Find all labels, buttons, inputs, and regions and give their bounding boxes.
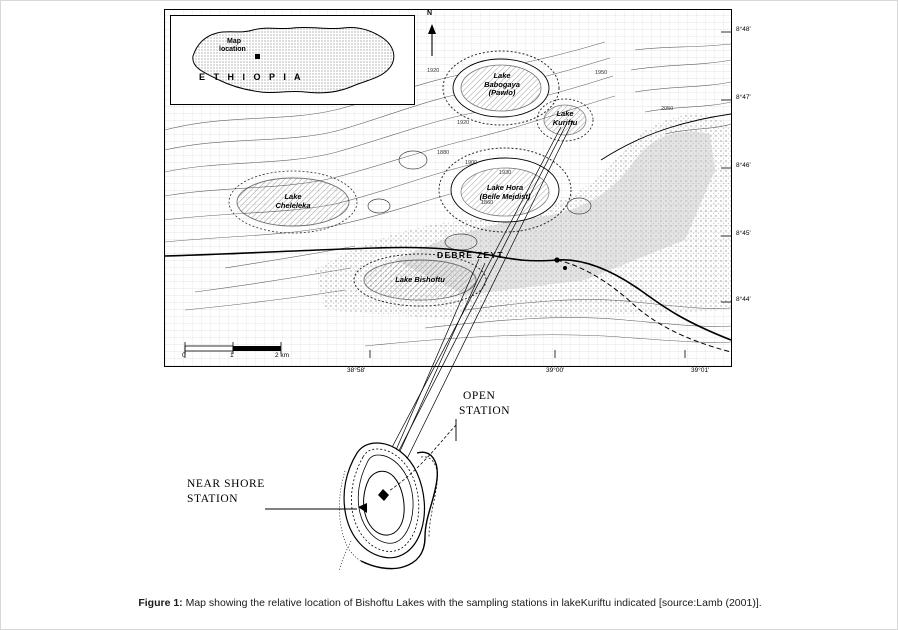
inset-title-line1: Map [227, 38, 241, 45]
caption-text: Map showing the relative location of Bishoftu Lakes with the sampling stations in lakeKuriftu indicated [source:Lamb (2001)]. [182, 597, 762, 609]
contour-label-6: 2050 [661, 106, 674, 112]
lat-label-2: 8°46' [736, 162, 751, 169]
lat-label-3: 8°45' [736, 230, 751, 237]
callout-vector-layer [1, 1, 898, 586]
town-label-debre-zeyt: DEBRE ZEYT [437, 250, 504, 260]
open-station-line1: OPEN [463, 390, 496, 402]
contour-label-0: 1920 [457, 120, 470, 126]
lat-label-1: 8°47' [736, 94, 751, 101]
lon-label-2: 39°01' [691, 367, 710, 374]
lake-label-kuriftu: Lake Kuriftu [552, 109, 578, 127]
lon-label-1: 39°00' [546, 367, 565, 374]
caption-label: Figure 1: [138, 597, 183, 609]
open-station-line2: STATION [459, 405, 511, 417]
contour-label-5: 1950 [595, 70, 608, 76]
lake-label-babogaya: Lake Babogaya (Pawlo) [484, 71, 520, 97]
contour-label-3: 1860 [481, 200, 494, 206]
near-shore-station-label [187, 477, 265, 507]
contour-label-4: 1900 [465, 160, 478, 166]
inset-title-line2: location [219, 46, 246, 53]
near-shore-line1: NEAR SHORE [187, 478, 265, 490]
contour-label-1: 1880 [437, 150, 450, 156]
lat-label-4: 8°44' [736, 296, 751, 303]
near-shore-line2: STATION [187, 493, 239, 505]
scale-tick-1: 1 [230, 352, 234, 359]
lon-label-0: 38°58' [347, 367, 366, 374]
lat-label-0: 8°48' [736, 26, 751, 33]
lake-label-hora: Lake Hora (Belle Mejdist) [479, 183, 531, 201]
scale-tick-2: 2 km [275, 352, 290, 359]
contour-label-2: 1930 [499, 170, 512, 176]
scale-tick-0: 0 [182, 352, 186, 359]
inset-country-label: E T H I O P I A [199, 72, 304, 82]
north-arrow-label: N [427, 10, 433, 17]
lake-label-bishoftu: Lake Bishoftu [395, 275, 445, 284]
lake-label-cheleleka: Lake Cheleleka [275, 192, 311, 210]
contour-label-7: 1920 [427, 68, 440, 74]
open-station-label [459, 389, 510, 419]
figure-image [1, 1, 898, 586]
figure-caption [1, 597, 898, 609]
